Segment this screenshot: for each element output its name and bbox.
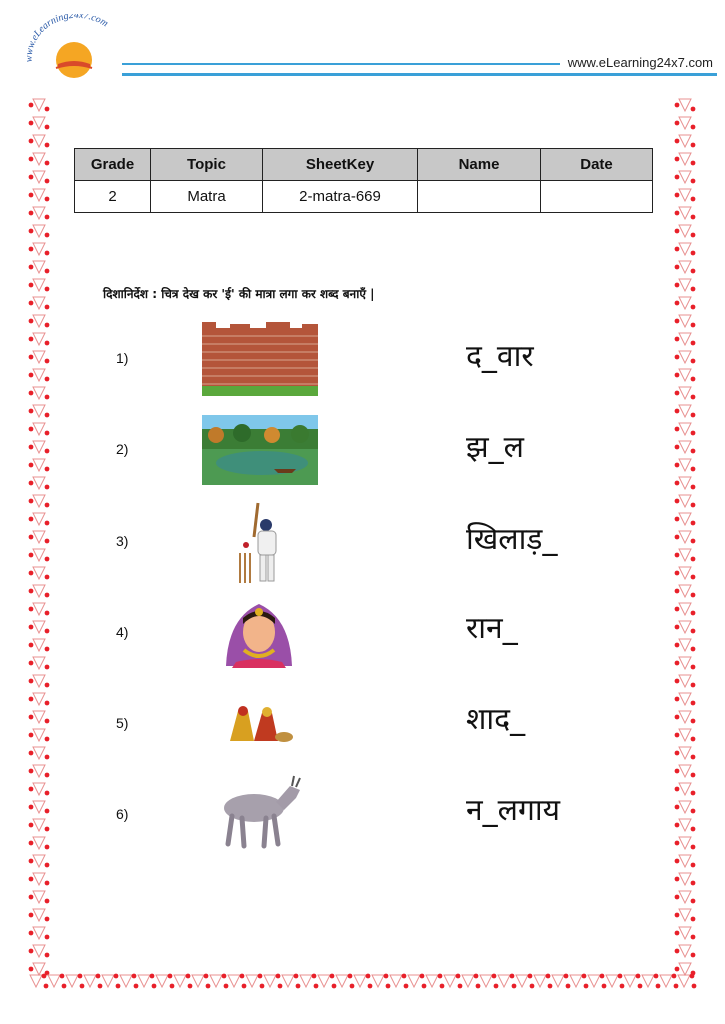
- wedding-couple-image: [224, 703, 294, 743]
- lake-image: [202, 415, 318, 485]
- header-date: Date: [541, 149, 653, 181]
- question-row: [0, 503, 725, 583]
- question-row: [0, 592, 725, 672]
- fill-in-word: झ_ल: [466, 430, 525, 465]
- cricket-player-image: [234, 501, 286, 587]
- brick-wall-image: [202, 322, 318, 396]
- grade-value: 2: [75, 181, 151, 213]
- header-divider: [122, 63, 560, 65]
- logo-text: www.eLearning24x7.com: [23, 14, 110, 63]
- date-field[interactable]: [541, 181, 653, 213]
- header-divider: [122, 73, 717, 76]
- question-row: [0, 411, 725, 491]
- question-number: 1): [116, 350, 129, 366]
- question-row: [0, 320, 725, 400]
- question-number: 4): [116, 624, 129, 640]
- queen-image: [222, 598, 296, 668]
- site-logo: [22, 14, 132, 86]
- fill-in-word: खिलाड़_: [466, 522, 558, 557]
- header-sheetkey: SheetKey: [263, 149, 418, 181]
- fill-in-word: शाद_: [466, 702, 526, 737]
- decorative-border-bottom: [26, 968, 698, 994]
- fill-in-word: रान_: [466, 611, 518, 646]
- instruction-text: दिशानिर्देश : चित्र देख कर 'ई' की मात्रा लगा कर शब्द बनाएँ |: [103, 287, 375, 301]
- header-grade: Grade: [75, 149, 151, 181]
- question-number: 2): [116, 441, 129, 457]
- header-topic: Topic: [151, 149, 263, 181]
- fill-in-word: न_लगाय: [466, 793, 561, 828]
- topic-value: Matra: [151, 181, 263, 213]
- nilgai-image: [214, 774, 304, 852]
- header-name: Name: [418, 149, 541, 181]
- fill-in-word: द_वार: [466, 339, 534, 374]
- sheetkey-value: 2-matra-669: [263, 181, 418, 213]
- question-number: 5): [116, 715, 129, 731]
- question-number: 3): [116, 533, 129, 549]
- name-field[interactable]: [418, 181, 541, 213]
- question-row: [0, 774, 725, 854]
- worksheet-info-table: [74, 148, 653, 213]
- question-row: [0, 683, 725, 763]
- site-url[interactable]: www.eLearning24x7.com: [567, 55, 713, 70]
- question-number: 6): [116, 806, 129, 822]
